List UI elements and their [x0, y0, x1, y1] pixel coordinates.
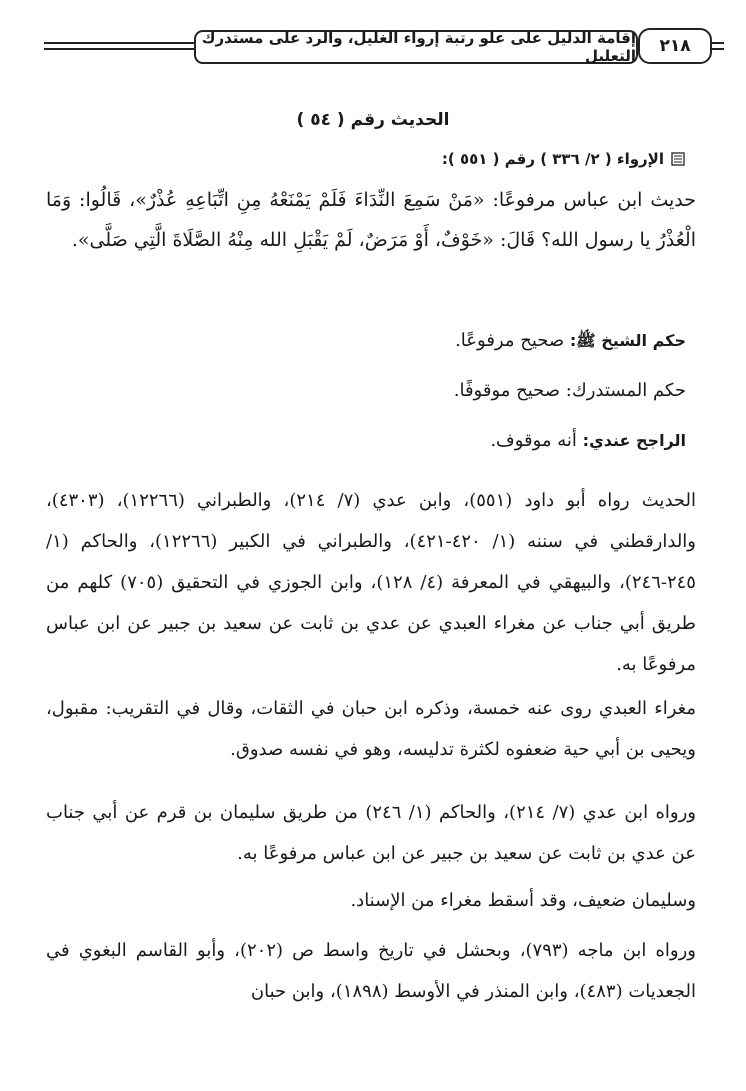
irwa-reference: الإرواء ( ٢/ ٣٣٦ ) رقم ( ٥٥١ ):	[441, 150, 664, 168]
takhrij-paragraph: الحديث رواه أبو داود (٥٥١)، وابن عدي (٧/ ٢١٤)، والطبراني (١٢٢٦٦)، (٤٣٠٣)، والدارقطني في سننه (١/ ٤٢٠-٤٢١)، والطبراني في الكبير (١٢٢٦٦)، والحاكم (١/ ٢٤٥-٢٤٦)، والبيهقي في المعرفة (٤/ ١٢٨)، وابن الجوزي في التحقيق (٧٠٥) كلهم من طريق أبي جناب عن مغراء العبدي عن عدي بن ثابت عن سعيد بن جبير عن ابن عباس مرفوعًا به.	[46, 490, 696, 675]
ruling-rajih	[46, 430, 686, 451]
narrator-paragraph: مغراء العبدي روى عنه خمسة، وذكره ابن حبان في الثقات، وقال في التقريب: مقبول، ويحيى بن أبي حية ضعفوه لكثرة تدليسه، وهو في نفسه صدوق.	[46, 698, 696, 760]
takhrij-paragraph: ورواه ابن ماجه (٧٩٣)، وبحشل في تاريخ واسط ص (٢٠٢)، وأبو القاسم البغوي في الجعديات (٤٨٣)، وابن المنذر في الأوسط (١٨٩٨)، وابن حبان	[46, 940, 697, 1002]
ruling-value: أنه موقوف.	[490, 430, 583, 451]
page-number: ٢١٨	[638, 28, 712, 64]
irwa-reference-line	[46, 150, 686, 168]
header-rule	[44, 42, 194, 44]
running-header	[44, 28, 724, 72]
ruling-sheikh	[46, 330, 686, 354]
header-rule	[710, 48, 724, 50]
ruling-mustadrak	[46, 380, 686, 401]
ruling-label: حكم المستدرك:	[565, 380, 686, 401]
ruling-value: صحيح مرفوعًا.	[455, 330, 570, 351]
header-rule	[44, 48, 194, 50]
book-icon	[670, 151, 686, 167]
book-title: إقامة الدليل على علو رتبة إرواء الغليل، والرد على مستدرك التعليل	[194, 30, 638, 64]
ruling-label: الراجح عندي:	[582, 431, 686, 450]
takhrij-paragraph: ورواه ابن عدي (٧/ ٢١٤)، والحاكم (١/ ٢٤٦) من طريق سليمان بن قرم عن أبي جناب عن عدي بن ثابت عن سعيد بن جبير عن ابن عباس مرفوعًا به.	[46, 802, 696, 864]
header-rule	[710, 42, 724, 44]
narrator-paragraph: وسليمان ضعيف، وقد أسقط مغراء من الإسناد.	[350, 890, 696, 911]
hadith-text: حديث ابن عباس مرفوعًا: «مَنْ سَمِعَ النِّدَاءَ فَلَمْ يَمْنَعْهُ مِنِ اتِّبَاعِهِ عُذْرٌ»، قَالُوا: وَمَا الْعُذْرُ يا رسول الله؟ قَالَ: «خَوْفٌ، أَوْ مَرَضٌ، لَمْ يَقْبَلِ الله مِنْهُ الصَّلَاةَ الَّتِي صَلَّى».	[46, 189, 696, 251]
ruling-label: حكم الشيخ ﷺ:	[569, 331, 686, 350]
hadith-heading: الحديث رقم ( ٥٤ )	[296, 110, 450, 130]
ruling-value: صحيح موقوفًا.	[453, 380, 566, 401]
